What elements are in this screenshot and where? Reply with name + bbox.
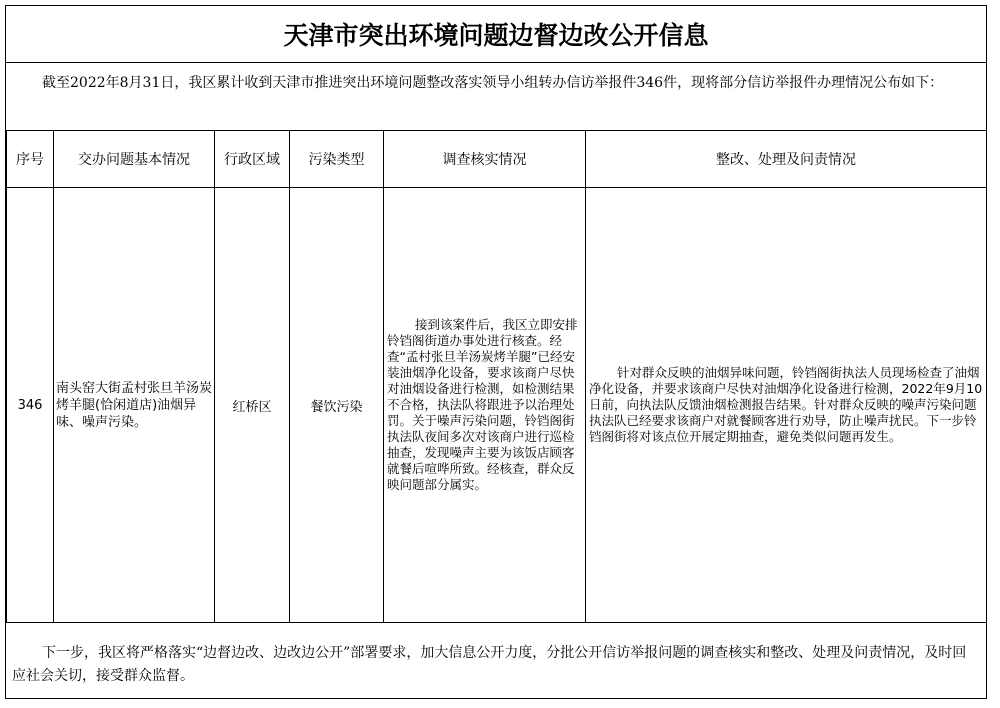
header-seq: 序号 [7, 131, 54, 188]
intro-paragraph: 截至2022年8月31日，我区累计收到天津市推进突出环境问题整改落实领导小组转办信访举报件346件，现将部分信访举报件办理情况公布如下： [42, 75, 944, 91]
header-issue: 交办问题基本情况 [54, 131, 215, 188]
page-title: 天津市突出环境问题边督边改公开信息 [283, 21, 709, 50]
cell-issue: 南头窑大街孟村张旦羊汤炭烤羊腿(恰闲道店)油烟异味、噪声污染。 [54, 188, 215, 623]
header-district: 行政区域 [215, 131, 290, 188]
cell-seq: 346 [7, 188, 54, 623]
cell-rectification: 针对群众反映的油烟异味问题，铃铛阁街执法人员现场检查了油烟净化设备，并要求该商户尽快对油烟净化设备进行检测，2022年9月10日前，向执法队反馈油烟检测报告结果。针对群众反映的噪声污染问题执法队已经要求该商户对就餐顾客进行劝导，防止噪声扰民。下一步铃铛阁街将对该点位开展定期抽查，避免类似问题再发生。 [586, 188, 987, 623]
header-investigation: 调查核实情况 [384, 131, 586, 188]
header-rectification: 整改、处理及问责情况 [586, 131, 987, 188]
header-pollution-type: 污染类型 [290, 131, 384, 188]
cell-pollution-type: 餐饮污染 [290, 188, 384, 623]
document-frame [5, 5, 987, 699]
info-table [6, 130, 987, 623]
outro-paragraph: 下一步，我区将严格落实“边督边改、边改边公开”部署要求，加大信息公开力度，分批公开信访举报问题的调查核实和整改、处理及问责情况，及时回应社会关切，接受群众监督。 [12, 645, 967, 684]
table-header-row [7, 131, 987, 188]
cell-district: 红桥区 [215, 188, 290, 623]
title-divider [6, 62, 986, 63]
cell-investigation: 接到该案件后，我区立即安排铃铛阁街道办事处进行核查。经查“孟村张旦羊汤炭烤羊腿”已经安装油烟净化设备，要求该商户尽快对油烟设备进行检测，如检测结果不合格，执法队将跟进予以治理处罚。关于噪声污染问题，铃铛阁街执法队夜间多次对该商户进行巡检抽查，发现噪声主要为该饭店顾客就餐后喧哗所致。经核查，群众反映问题部分属实。 [384, 188, 586, 623]
table-row [7, 188, 987, 623]
